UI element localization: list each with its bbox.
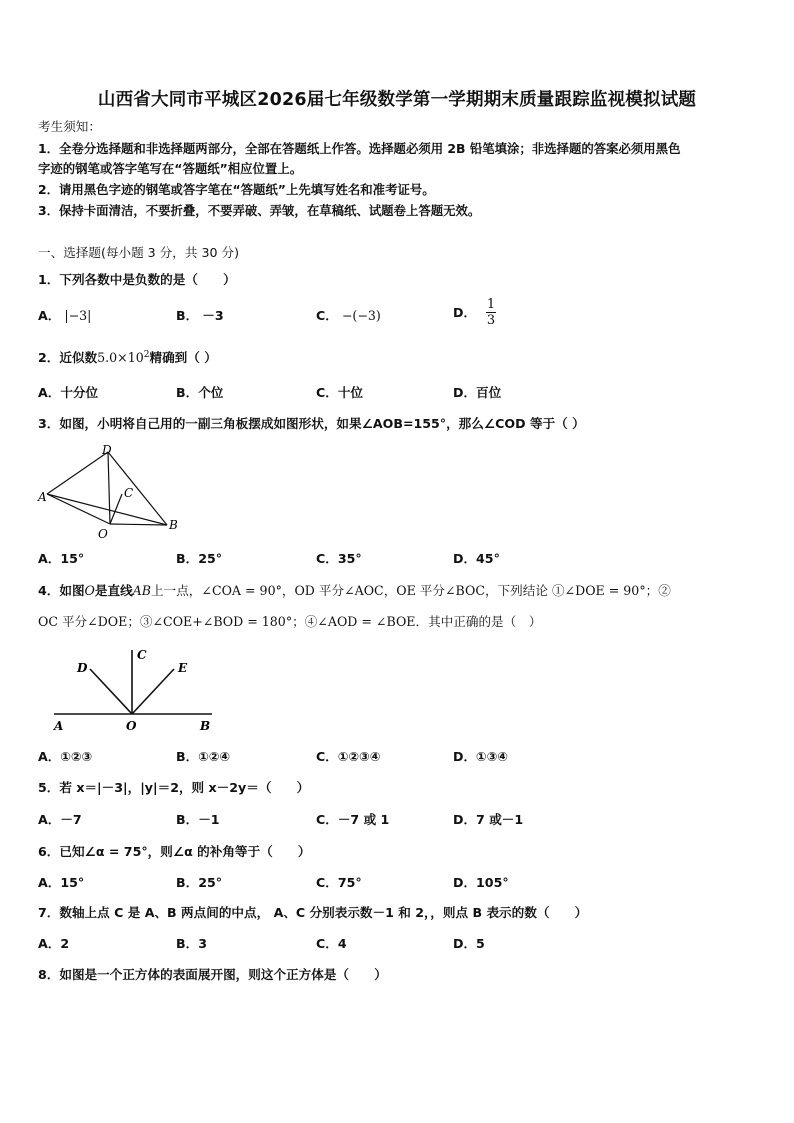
- q6-option-d: D．105°: [453, 875, 509, 890]
- question-5-stem: 5．若 x＝|－3|，|y|＝2，则 x－2y＝（ ）: [38, 780, 310, 795]
- question-3-stem: 3．如图，小明将自己用的一副三角板摆成如图形状，如果∠AOB=155°，那么∠COD 等于（ ）: [38, 416, 585, 431]
- page-title: 山西省大同市平城区2026届七年级数学第一学期期末质量跟踪监视模拟试题: [97, 90, 697, 110]
- q5-option-c: C．－7 或 1: [316, 812, 390, 827]
- line-ab: [47, 494, 167, 525]
- question-7-stem: 7．数轴上点 C 是 A、B 两点间的中点， A、C 分别表示数－1 和 2，，则点 B 表示的数（ ）: [38, 905, 588, 920]
- question-4-stem-line-1: [38, 581, 671, 601]
- q1-option-d: [453, 297, 496, 328]
- fig-label-a: A: [54, 719, 64, 733]
- question-8-stem: 8．如图是一个正方体的表面展开图，则这个正方体是（ ）: [38, 967, 387, 982]
- q3-option-b: B．25°: [176, 551, 223, 566]
- fraction-numerator: 1: [486, 297, 496, 312]
- fraction-denominator: 3: [486, 313, 496, 328]
- q4-stem-prefix: 4．如图: [38, 583, 85, 598]
- ray-od: [90, 669, 132, 714]
- fig-label-o: O: [126, 719, 137, 733]
- q1-option-d-fraction: [486, 297, 496, 328]
- q1-option-a: [38, 306, 91, 326]
- q1-option-a-label: A．: [38, 308, 61, 323]
- q2-option-d: D．百位: [453, 385, 502, 400]
- fig-label-o: O: [98, 527, 108, 541]
- question-1-stem: 1．下列各数中是负数的是（ ）: [38, 272, 236, 287]
- q4-option-b: B．①②④: [176, 749, 231, 764]
- line-do: [108, 452, 110, 524]
- fig-label-c: C: [137, 648, 147, 662]
- fig-label-d: D: [77, 661, 88, 675]
- q1-option-b-label: B．: [176, 308, 199, 323]
- q6-option-a: A．15°: [38, 875, 85, 890]
- notice-line-1: 1．全卷分选择题和非选择题两部分，全部在答题纸上作答。选择题必须用 2B 铅笔填涂；非选择题的答案必须用黑色: [38, 141, 681, 156]
- q1-option-c-value: −(−3): [341, 308, 381, 323]
- ray-oe: [132, 669, 174, 714]
- q4-option-c: C．①②③④: [316, 749, 381, 764]
- fig-label-e: E: [178, 661, 188, 675]
- q5-option-b: B．－1: [176, 812, 220, 827]
- line-ob: [110, 524, 167, 525]
- fig-label-b: B: [200, 719, 211, 733]
- q4-point-o: O: [84, 583, 95, 598]
- notice-line-3: 2．请用黑色字迹的钢笔或答字笔在“答题纸”上先填写姓名和准考证号。: [38, 182, 435, 197]
- q4-stem-rest: 上一点，∠COA = 90°，OD 平分∠AOC，OE 平分∠BOC，下列结论 ①∠DOE = 90°；②: [151, 583, 671, 598]
- fig-label-b: B: [169, 518, 178, 532]
- question-2-stem: [38, 345, 217, 368]
- notice-line-2: 字迹的钢笔或答字笔写在“答题纸”相应位置上。: [38, 161, 303, 176]
- line-ao: [47, 494, 110, 524]
- section-heading: 一、选择题(每小题 3 分，共 30 分): [38, 245, 240, 260]
- q2-stem-prefix: 2．近似数: [38, 350, 98, 366]
- q6-option-b: B．25°: [176, 875, 223, 890]
- notice-line-4: 3．保持卡面清洁，不要折叠，不要弄破、弄皱，在草稿纸、试题卷上答题无效。: [38, 203, 481, 218]
- q6-option-c: C．75°: [316, 875, 362, 890]
- q1-option-c: [316, 306, 381, 326]
- q1-option-b-value: －3: [202, 308, 224, 323]
- fig-label-c: C: [124, 486, 134, 500]
- q5-option-d: D．7 或－1: [453, 812, 524, 827]
- q1-option-a-value: |−3|: [64, 308, 92, 323]
- q4-option-d: D．①③④: [453, 749, 509, 764]
- q3-figure-triangles: [30, 440, 190, 542]
- question-4-stem-line-2: OC 平分∠DOE；③∠COE+∠BOD = 180°；④∠AOD = ∠BOE．其中正确的是（ ）: [38, 614, 542, 629]
- q2-stem-exponent: 2: [143, 350, 150, 360]
- notice-heading: 考生须知：: [38, 119, 101, 134]
- q2-stem-suffix: 精确到（ ）: [149, 350, 217, 366]
- q3-option-d: D．45°: [453, 551, 500, 566]
- q7-option-c: C．4: [316, 936, 347, 951]
- q2-stem-number: 5.0×10: [97, 350, 144, 366]
- question-6-stem: 6．已知∠α = 75°，则∠α 的补角等于（ ）: [38, 844, 311, 859]
- q1-option-b: [176, 306, 224, 326]
- fig-label-a: A: [38, 490, 47, 504]
- q4-line-ab: AB: [132, 583, 152, 598]
- q1-option-d-label: D．: [453, 304, 477, 320]
- q7-option-b: B．3: [176, 936, 207, 951]
- line-oc: [110, 494, 122, 524]
- q1-option-c-label: C．: [316, 308, 338, 323]
- q5-option-a: A．－7: [38, 812, 82, 827]
- q2-option-a: A．十分位: [38, 385, 99, 400]
- q3-option-a: A．15°: [38, 551, 85, 566]
- q2-option-c: C．十位: [316, 385, 364, 400]
- line-ad: [47, 452, 108, 494]
- q7-option-d: D．5: [453, 936, 485, 951]
- q2-option-b: B．个位: [176, 385, 224, 400]
- q4-option-a: A．①②③: [38, 749, 93, 764]
- q3-option-c: C．35°: [316, 551, 362, 566]
- q4-figure-angles: [50, 642, 220, 738]
- q7-option-a: A．2: [38, 936, 70, 951]
- q4-stem-mid: 是直线: [94, 583, 133, 598]
- fig-label-d: D: [102, 443, 112, 457]
- line-db: [108, 452, 167, 525]
